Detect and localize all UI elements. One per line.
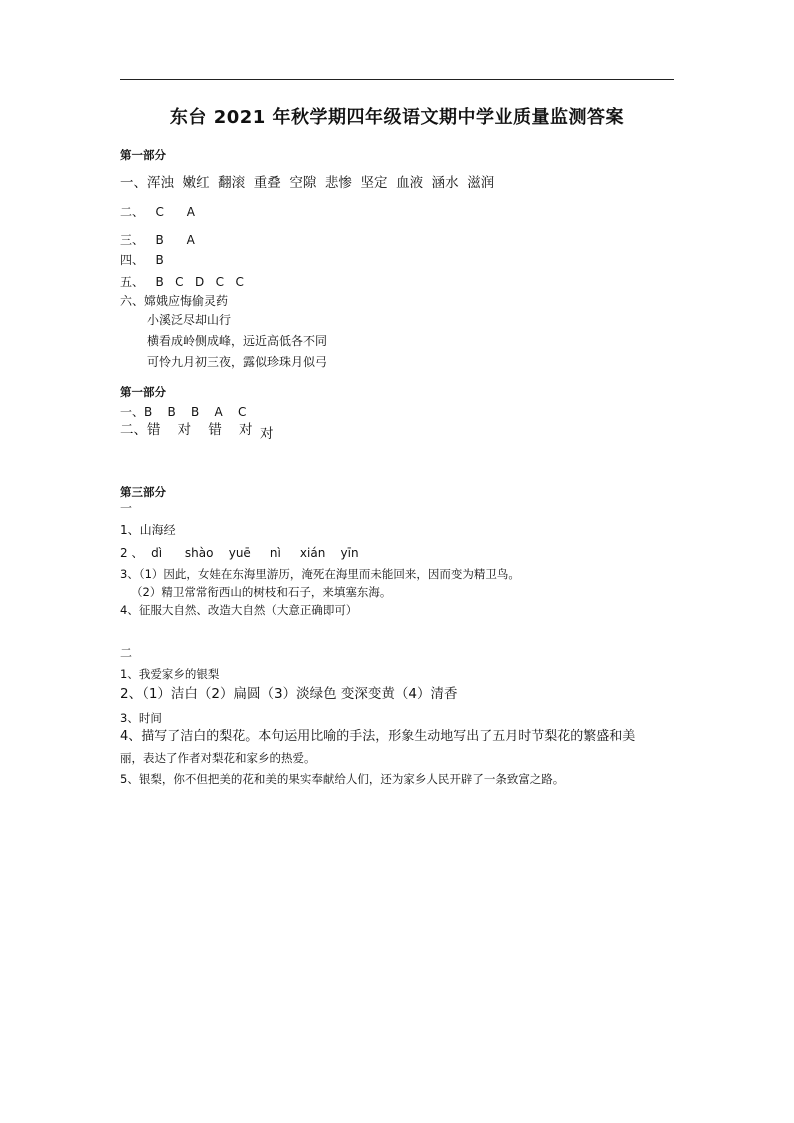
part2-heading: 第一部分 [120, 385, 166, 399]
part1-q2: 二、 C A [120, 205, 195, 219]
part3-s2-q2: 2、（1）洁白（2）扁圆（3）淡绿色 变深变黄（4）清香 [120, 686, 458, 702]
part3-s2-q4b: 丽，表达了作者对梨花和家乡的热爱。 [120, 751, 316, 765]
part1-q6: 六、嫦娥应悔偷灵药 [120, 294, 229, 308]
part1-q1: 一、浑浊 嫩红 翻滚 重叠 空隙 悲惨 坚定 血液 涵水 滋润 [120, 175, 495, 191]
part3-s2-q5: 5、银梨，你不但把美的花和美的果实奉献给人们，还为家乡人民开辟了一条致富之路。 [120, 772, 565, 786]
part1-q3: 三、 B A [120, 233, 195, 247]
part3-s1-q1: 1、山海经 [120, 523, 176, 537]
part3-s1-q3b: （2）精卫常常衔西山的树枝和石子，来填塞东海。 [131, 585, 392, 599]
part3-section2-mark: 二 [120, 646, 133, 660]
part3-s2-q3: 3、时间 [120, 711, 162, 725]
part1-q4: 四、 B [120, 253, 164, 267]
part2-q2: 二、错 对 错 对 [120, 422, 253, 438]
part3-s1-q3a: 3、（1）因此，女娃在东海里游历，淹死在海里而未能回来，因而变为精卫鸟。 [120, 567, 520, 581]
part1-heading: 第一部分 [120, 148, 166, 162]
part1-q5: 五、 B C D C C [120, 275, 244, 289]
part2-q2-last: 对 [260, 426, 274, 442]
part1-q6-line2: 小溪泛尽却山行 [147, 313, 232, 327]
part1-q6-line4: 可怜九月初三夜，露似珍珠月似弓 [147, 355, 328, 369]
header-rule [120, 79, 674, 80]
part2-q1: 一、B B B A C [120, 405, 247, 419]
page-title: 东台 2021 年秋学期四年级语文期中学业质量监测答案 [169, 107, 625, 128]
part3-s2-q4a: 4、描写了洁白的梨花。本句运用比喻的手法，形象生动地写出了五月时节梨花的繁盛和美 [120, 729, 636, 744]
part3-s1-q4: 4、征服大自然、改造大自然（大意正确即可） [120, 603, 358, 617]
part3-heading: 第三部分 [120, 485, 166, 499]
part3-section1-mark: 一 [120, 501, 133, 515]
part3-s2-q1: 1、我爱家乡的银梨 [120, 667, 220, 681]
part3-s1-q2: 2 、 dì shào yuē nì xián yīn [120, 546, 359, 560]
part1-q6-line3: 横看成岭侧成峰，远近高低各不同 [147, 334, 328, 348]
